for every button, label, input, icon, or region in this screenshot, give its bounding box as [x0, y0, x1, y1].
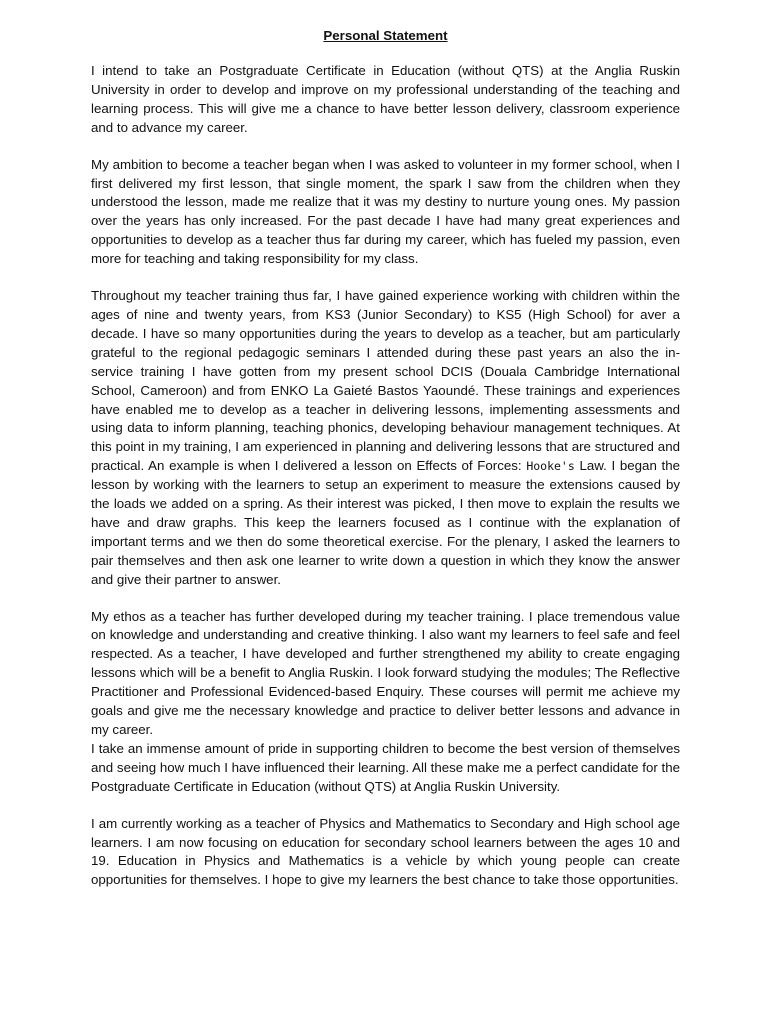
paragraph-pride: I take an immense amount of pride in supporting children to become the best version of themselves and seeing how much I have influenced their learning. All these make me a perfect candidate for the Postgraduate Certificate in Education (without QTS) at Anglia Ruskin University. [91, 740, 680, 794]
paragraph-training [91, 287, 680, 590]
paragraph-training-text-start: Throughout my teacher training thus far, I have gained experience working with children within the ages of nine and twenty years, from KS3 (Junior Secondary) to KS5 (High School) for aver a decade. I have so many opportunities during the years to develop as a teacher, but am particularly grateful to the regional pedagogic seminars I attended during these past years an also the in-service training I have gotten from my present school DCIS (Douala Cambridge International School, Cameroon) and from ENKO La Gaieté Bastos Yaoundé. These trainings and experiences have enabled me to develop as a teacher in delivering lessons, implementing assessments and using data to inform planning, teaching phonics, developing behaviour management techniques. At this point in my training, I am experienced in planning and delivering lessons that are structured and practical. An example is when I delivered a lesson on Effects of Forces: [91, 288, 680, 474]
paragraph-intent: I intend to take an Postgraduate Certificate in Education (without QTS) at the Anglia Ruskin University in order to develop and improve on my professional understanding of the teaching and learning process. This will give me a chance to have better lesson delivery, classroom experience and to advance my career. [91, 63, 680, 135]
paragraph-training-text-end: Law. I began the lesson by working with the learners to setup an experiment to measure the extensions caused by the loads we added on a spring. As their interest was picked, I then move to explain the results we have and draw graphs. This keep the learners focused as I continue with the explanation of important terms and we then do some theoretical exercise. For the plenary, I asked the learners to pair themselves and then ask one learner to write down a question in which they know the answer and give their partner to answer. [91, 458, 680, 587]
paragraph-current-role: I am currently working as a teacher of Physics and Mathematics to Secondary and High school age learners. I am now focusing on education for secondary school learners between the ages 10 and 19. Education in Physics and Mathematics is a vehicle by which young people can create opportunities for themselves. I hope to give my learners the best chance to take those opportunities. [91, 815, 680, 888]
document-title: Personal Statement [323, 28, 448, 43]
paragraph-ambition: My ambition to become a teacher began when I was asked to volunteer in my former school, when I first delivered my first lesson, that single moment, the spark I saw from the children when they understood the lesson, made me realize that it was my destiny to nurture young ones. My passion over the years has only increased. For the past decade I have had many great experiences and opportunities to develop as a teacher thus far during my career, which has fueled my passion, even more for teaching and taking responsibility for my class. [91, 156, 680, 267]
hookes-mono-word: Hooke's [526, 459, 575, 474]
paragraph-ethos: My ethos as a teacher has further developed during my teacher training. I place tremendous value on knowledge and understanding and creative thinking. I also want my learners to feel safe and feel respected. As a teacher, I have developed and further strengthened my ability to create engaging lessons which will be a benefit to Anglia Ruskin. I look forward studying the modules; The Reflective Practitioner and Professional Evidenced-based Enquiry. These courses will permit me achieve my goals and give me the necessary knowledge and practice to deliver better lessons and advance in my career. [91, 608, 680, 737]
